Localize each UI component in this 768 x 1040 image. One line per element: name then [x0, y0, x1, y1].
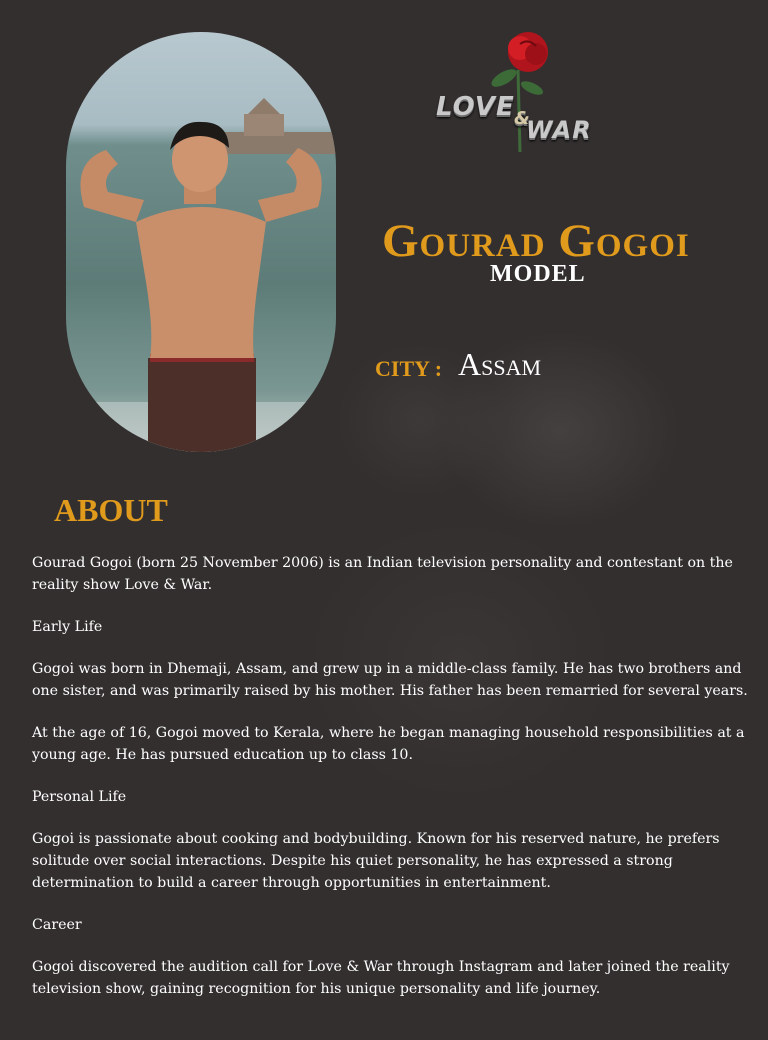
logo-war-text: WAR	[526, 116, 592, 144]
section-heading-career: Career	[32, 917, 82, 933]
about-heading: ABOUT	[54, 492, 168, 528]
bio-early-life-2: At the age of 16, Gogoi moved to Kerala, where he began managing household responsibilities at a young age. He has pursued education up to class 10.	[32, 725, 745, 763]
section-heading-personal-life: Personal Life	[32, 789, 127, 805]
section-heading-early-life: Early Life	[32, 619, 103, 635]
profile-role: MODEL	[490, 261, 586, 287]
profile-name: Gourad Gogoi	[382, 215, 690, 267]
city-value: Assam	[458, 346, 542, 382]
city-label: CITY :	[375, 356, 443, 381]
show-logo	[436, 30, 606, 160]
bio-early-life-1: Gogoi was born in Dhemaji, Assam, and grew up in a middle-class family. He has two brothers and one sister, and was primarily raised by his mother. His father has been remarried for several years.	[32, 661, 748, 699]
bio-personal-life: Gogoi is passionate about cooking and bodybuilding. Known for his reserved nature, he prefers solitude over social interactions. Despite his quiet personality, he has expressed a strong determination to build a career through opportunities in entertainment.	[32, 831, 720, 891]
logo-love-text: LOVE	[436, 92, 515, 122]
bio-intro: Gourad Gogoi (born 25 November 2006) is an Indian television personality and contestant on the reality show Love & War.	[32, 555, 733, 593]
bio-career: Gogoi discovered the audition call for Love & War through Instagram and later joined the reality television show, gaining recognition for his unique personality and life journey.	[32, 959, 730, 997]
logo-ampersand: &	[514, 108, 531, 129]
photo-illustration	[66, 32, 336, 452]
profile-photo	[66, 32, 336, 452]
about-text	[32, 552, 748, 1020]
